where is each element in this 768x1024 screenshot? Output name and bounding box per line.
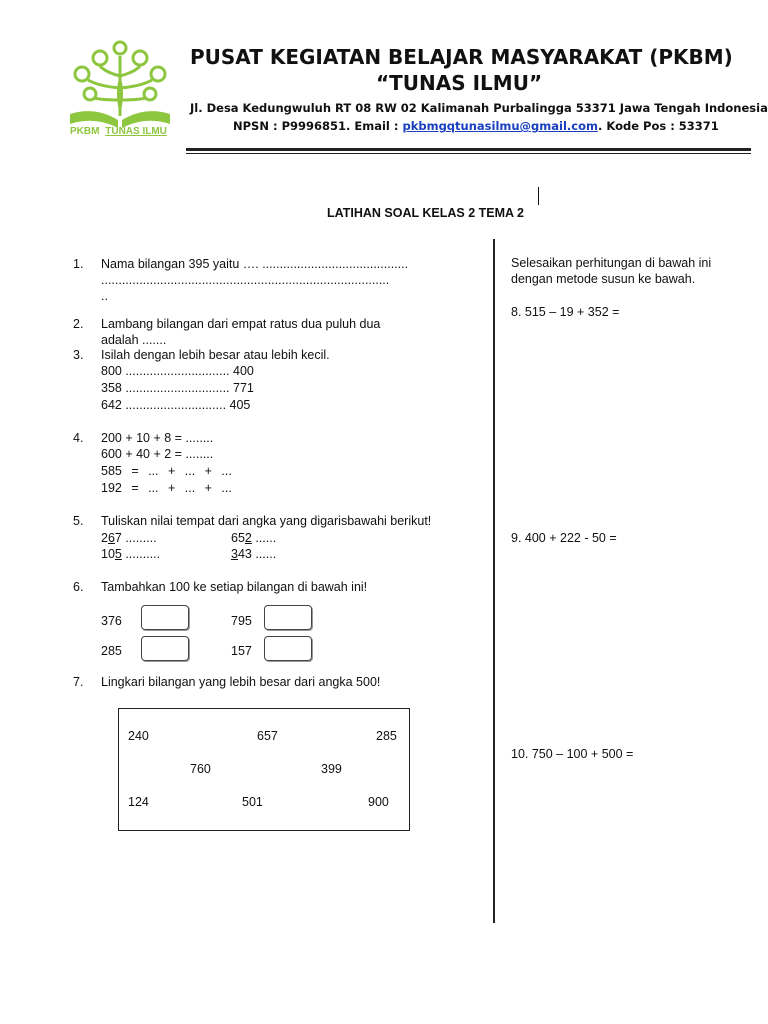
q1-line2: ...................................................................................: [101, 273, 390, 287]
right-intro: Selesaikan perhitungan di bawah ini: [511, 256, 712, 270]
q7-option[interactable]: 124: [128, 795, 149, 809]
q7-option[interactable]: 900: [368, 795, 389, 809]
answer-box[interactable]: [141, 605, 189, 630]
right-intro: dengan metode susun ke bawah.: [511, 272, 696, 286]
q3-row: 800 .............................. 400: [101, 364, 254, 378]
q3-number: 3.: [73, 348, 84, 362]
q6-value: 376: [101, 614, 122, 628]
q7-number-box: [118, 708, 410, 831]
q3-text: Isilah dengan lebih besar atau lebih kecil.: [101, 348, 330, 362]
q7-option[interactable]: 760: [190, 762, 211, 776]
column-divider: [493, 239, 495, 923]
q3-row: 358 .............................. 771: [101, 381, 254, 395]
q5-number: 5.: [73, 514, 84, 528]
q6-value: 285: [101, 644, 122, 658]
answer-box[interactable]: [264, 636, 312, 661]
doc-title: LATIHAN SOAL KELAS 2 TEMA 2: [327, 206, 525, 220]
header-divider-thin: [186, 153, 751, 154]
q1-number: 1.: [73, 257, 84, 271]
q5-item-d: 343 ......: [231, 547, 277, 561]
header-divider-thick: [186, 148, 751, 151]
npsn-text: NPSN : P9996851. Email :: [233, 119, 403, 133]
answer-box[interactable]: [264, 605, 312, 630]
q5-text: Tuliskan nilai tempat dari angka yang digarisbawahi berikut!: [101, 514, 432, 528]
q6-value: 795: [231, 614, 252, 628]
q4-row: 200 + 10 + 8 = ........: [101, 431, 214, 445]
q4-row: 585 = ... + ... + ...: [101, 464, 232, 478]
q7-option[interactable]: 657: [257, 729, 278, 743]
q10-text: 10. 750 – 100 + 500 =: [511, 747, 634, 761]
q2-text: Lambang bilangan dari empat ratus dua puluh dua: [101, 317, 381, 331]
q3-row: 642 ............................. 405: [101, 398, 251, 412]
header-title-line2: “TUNAS ILMU”: [376, 71, 543, 95]
q7-option[interactable]: 501: [242, 795, 263, 809]
answer-box[interactable]: [141, 636, 189, 661]
kode-pos-text: . Kode Pos : 53371: [598, 119, 719, 133]
q6-text: Tambahkan 100 ke setiap bilangan di bawah ini!: [101, 580, 368, 594]
q4-number: 4.: [73, 431, 84, 445]
q5-item-c: 105 ..........: [101, 547, 161, 561]
q4-row: 600 + 40 + 2 = ........: [101, 447, 214, 461]
q8-text: 8. 515 – 19 + 352 =: [511, 305, 620, 319]
q1-line3: ..: [101, 289, 108, 303]
logo-text-name: TUNAS ILMU: [105, 126, 167, 137]
logo-text-pkbm: PKBM: [70, 126, 100, 137]
q7-text: Lingkari bilangan yang lebih besar dari angka 500!: [101, 675, 381, 689]
q2-line2: adalah .......: [101, 333, 167, 347]
q4-row: 192 = ... + ... + ...: [101, 481, 232, 495]
q2-number: 2.: [73, 317, 84, 331]
q7-option[interactable]: 240: [128, 729, 149, 743]
q9-text: 9. 400 + 222 - 50 =: [511, 531, 617, 545]
header-address: Jl. Desa Kedungwuluh RT 08 RW 02 Kalimanah Purbalingga 53371 Jawa Tengah Indonesia: [190, 101, 768, 115]
header-title-line1: PUSAT KEGIATAN BELAJAR MASYARAKAT (PKBM): [190, 45, 733, 69]
q5-item-a: 267 .........: [101, 531, 157, 545]
q6-value: 157: [231, 644, 252, 658]
q5-item-b: 652 ......: [231, 531, 277, 545]
text-cursor: [538, 187, 539, 205]
q7-option[interactable]: 399: [321, 762, 342, 776]
q7-option[interactable]: 285: [376, 729, 397, 743]
q1-text: Nama bilangan 395 yaitu …. ..........................................: [101, 257, 409, 271]
q7-number: 7.: [73, 675, 84, 689]
q6-number: 6.: [73, 580, 84, 594]
pkbm-logo: [60, 36, 180, 146]
header-contact: [233, 119, 719, 133]
email-link[interactable]: pkbmgqtunasilmu@gmail.com: [402, 119, 598, 133]
